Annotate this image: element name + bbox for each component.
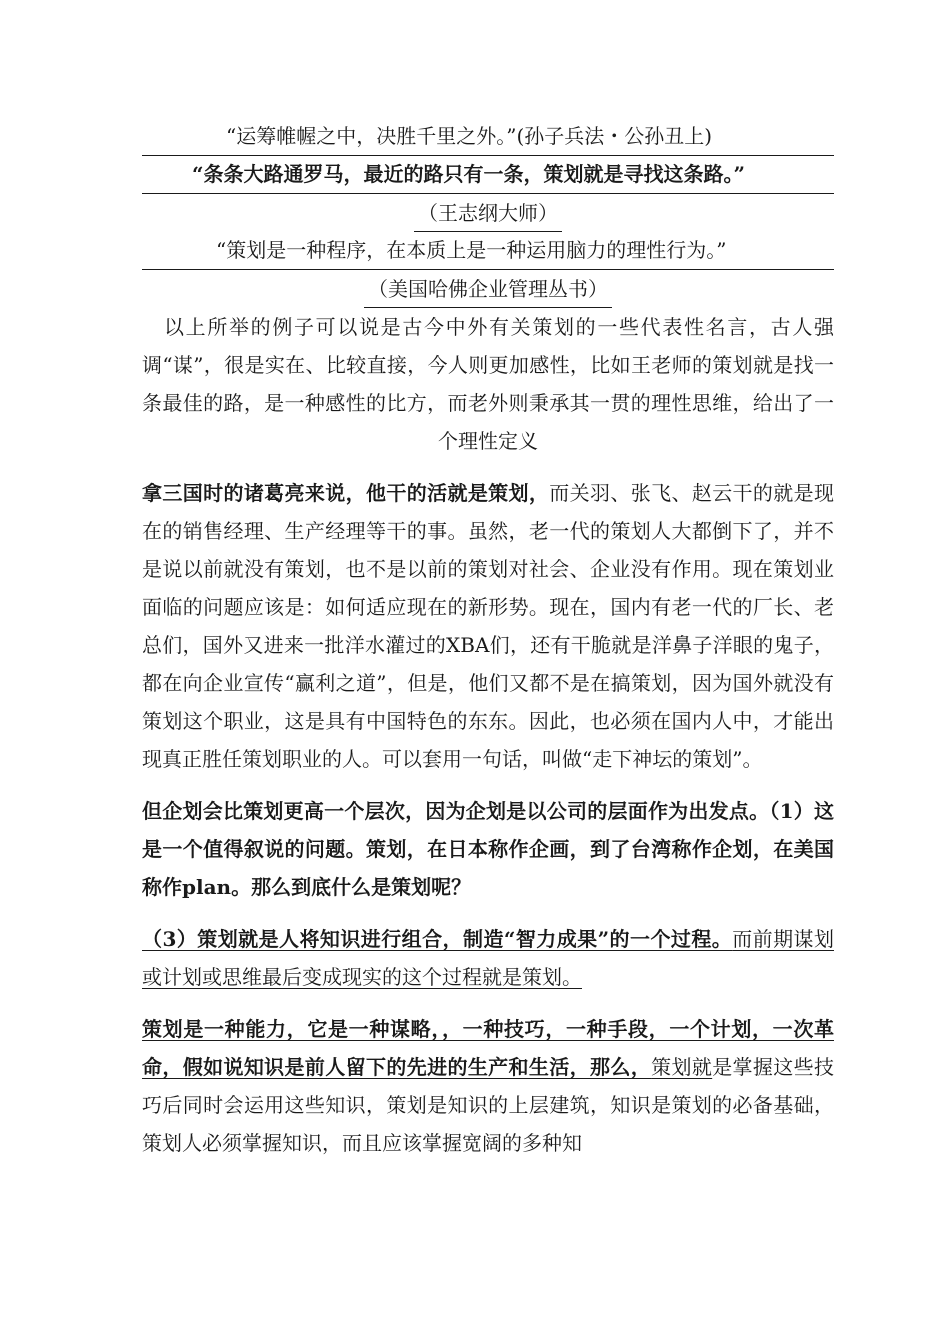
ability-paragraph-lead: 策划是一种能力，它是一种谋略，，一种技巧，一种手段，一个计划，一次革命，假如说知识是前人留下的先进的生产和生活，那么， — [142, 1017, 834, 1079]
zhuge-paragraph-lead: 拿三国时的诸葛亮来说，他干的活就是策划， — [142, 481, 550, 505]
ability-paragraph-underlined: 策划就 — [651, 1055, 713, 1079]
quote-rome-source-text: （王志纲大师） — [414, 196, 562, 232]
ability-paragraph — [142, 1010, 834, 1162]
definition-paragraph-lead: （3）策划就是人将知识进行组合，制造“智力成果”的一个过程。 — [142, 927, 733, 951]
quote-rome-text: “条条大路通罗马，最近的路只有一条，策划就是寻找这条路。” — [192, 162, 746, 186]
quote-harvard — [142, 232, 834, 270]
quote-sunzi-text: “运筹帷幄之中，决胜千里之外。”(孙子兵法・公孙丑上) — [226, 124, 713, 148]
definition-paragraph-body: 而前期谋划或计划或思维最后变成现实的这个过程就是策划。 — [142, 927, 834, 989]
quote-sunzi — [142, 118, 834, 156]
document-page — [142, 118, 834, 1162]
quote-rome-source — [142, 194, 834, 232]
ability-paragraph-body: 是掌握这些技巧后同时会运用这些知识，策划是知识的上层建筑，知识是策划的必备基础，策划人必须掌握知识，而且应该掌握宽阔的多种知 — [142, 1055, 835, 1155]
zhuge-paragraph-body: 而关羽、张飞、赵云干的就是现在的销售经理、生产经理等干的事。虽然，老一代的策划人大都倒下了，并不是说以前就没有策划，也不是以前的策划对社会、企业没有作用。现在策划业面临的问题应该是：如何适应现在的新形势。现在，国内有老一代的厂长、老总们，国外又进来一批洋水灌过的XBA们，还有干脆就是洋鼻子洋眼的鬼子，都在向企业宣传“赢利之道”，但是，他们又都不是在搞策划，因为国外就没有策划这个职业，这是具有中国特色的东东。因此，也必须在国内人中，才能出现真正胜任策划职业的人。可以套用一句话，叫做“走下神坛的策划”。 — [142, 481, 835, 771]
quote-rome — [142, 156, 834, 194]
zhuge-paragraph — [142, 474, 834, 778]
quote-harvard-text: “策划是一种程序，在本质上是一种运用脑力的理性行为。” — [216, 238, 727, 262]
intro-paragraph: 以上所举的例子可以说是古今中外有关策划的一些代表性名言，古人强调“谋”，很是实在、比较直接，今人则更加感性，比如王老师的策划就是找一条最佳的路，是一种感性的比方，而老外则秉承其一贯的理性思维，给出了一个理性定义 — [142, 315, 834, 453]
quote-harvard-source — [142, 270, 834, 308]
quote-harvard-source-text: （美国哈佛企业管理丛书） — [364, 272, 612, 308]
definition-paragraph — [142, 920, 834, 996]
planning-level-paragraph: 但企划会比策划更高一个层次，因为企划是以公司的层面作为出发点。（1）这是一个值得叙说的问题。策划，在日本称作企画，到了台湾称作企划，在美国称作plan。那么到底什么是策划呢？ — [142, 799, 834, 899]
